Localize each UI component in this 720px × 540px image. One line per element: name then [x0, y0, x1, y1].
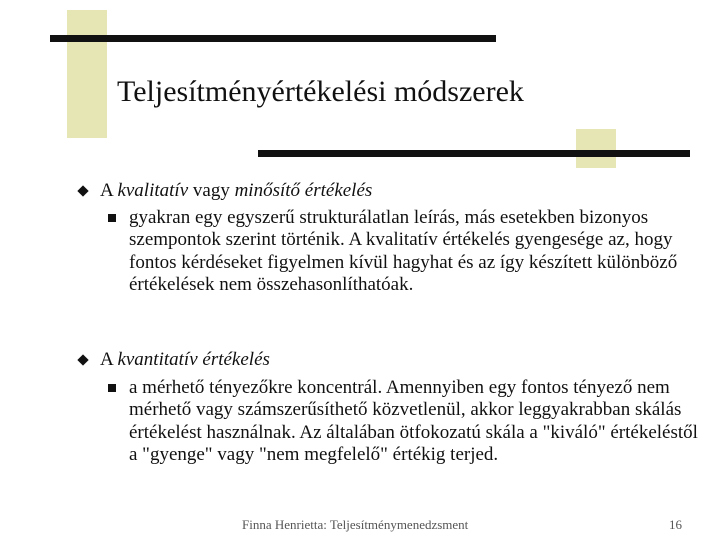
- diamond-bullet-icon: [77, 354, 88, 365]
- bullet-quantitative-detail: a mérhető tényezőkre koncentrál. Amennyiben egy fontos tényező nem mérhető vagy számszerűsíthető közvetlenül, akkor leggyakrabban skálás értékelést használnak. Az általában ötfokozatú skála a "kiváló" értékeléstől a "gyenge" vagy "nem megfelelő" értékig terjed.: [129, 377, 699, 467]
- bullet-quantitative-heading: A kvantitatív értékelés: [100, 349, 270, 371]
- decor-vertical-bar-left: [67, 10, 107, 138]
- decor-horizontal-line-mid: [258, 150, 690, 157]
- square-bullet-icon: [108, 214, 116, 222]
- slide-title: Teljesítményértékelési módszerek: [117, 75, 524, 108]
- page-number: 16: [669, 517, 682, 532]
- bullet-qualitative-detail: gyakran egy egyszerű strukturálatlan leírás, más esetekben bizonyos szempontok szerint történik. A kvalitatív értékelés gyengesége az, hogy fontos kérdéseket figyelmen kívül hagyhat és az így készített különböző értékelések nem összehasonlíthatóak.: [129, 207, 699, 297]
- diamond-bullet-icon: [77, 185, 88, 196]
- decor-horizontal-line-top: [50, 35, 496, 42]
- footer-author: Finna Henrietta: Teljesítménymenedzsment: [242, 517, 469, 532]
- bullet-qualitative-heading: A kvalitatív vagy minősítő értékelés: [100, 180, 372, 202]
- decor-vertical-bar-right: [576, 129, 616, 168]
- square-bullet-icon: [108, 384, 116, 392]
